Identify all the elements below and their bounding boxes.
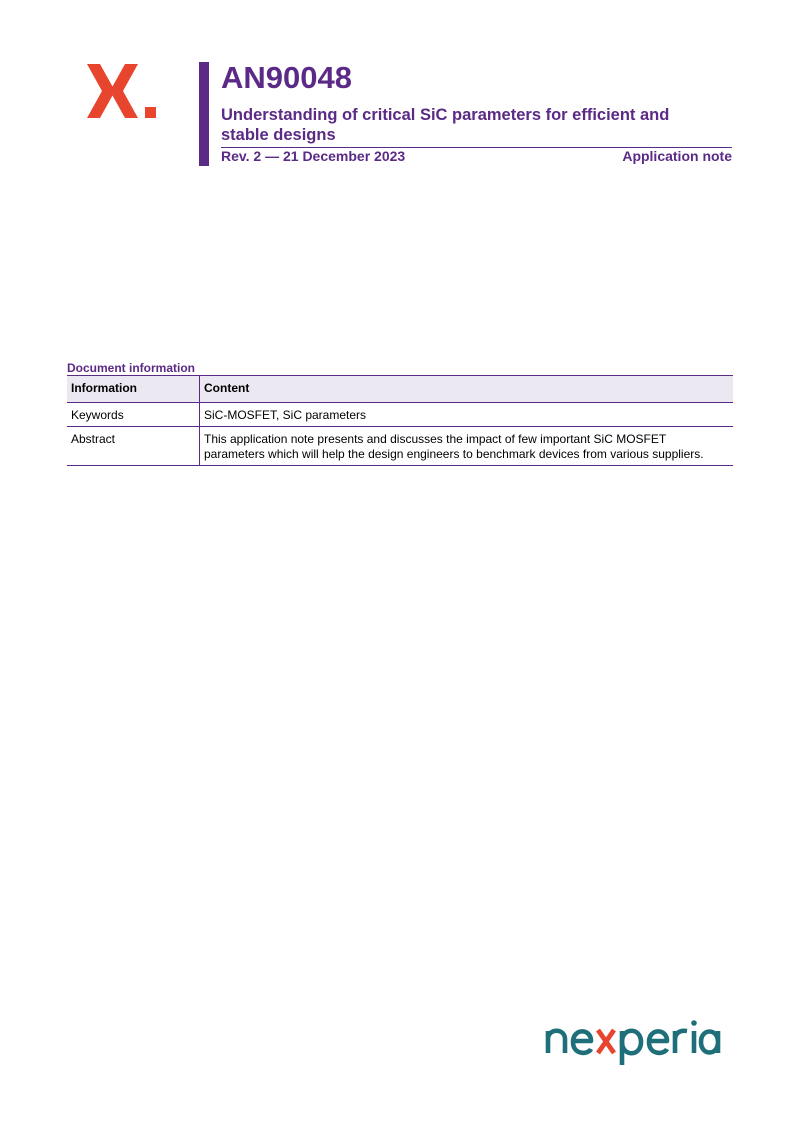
column-header-content: Content: [204, 381, 250, 395]
document-info-heading: Document information: [67, 361, 195, 375]
column-header-information: Information: [67, 376, 200, 403]
table-row: [67, 403, 733, 427]
row-label-abstract: Abstract: [67, 427, 200, 466]
revision-date: Rev. 2 — 21 December 2023: [221, 148, 406, 164]
table-header-row: [67, 376, 733, 403]
row-content-keywords: SiC-MOSFET, SiC parameters: [204, 408, 367, 422]
document-info-table: [67, 375, 733, 466]
document-id: AN90048: [221, 60, 352, 95]
document-type: Application note: [622, 148, 732, 164]
row-label-keywords: Keywords: [67, 403, 200, 427]
nexperia-wordmark-logo: [545, 1015, 735, 1070]
document-title: Understanding of critical SiC parameters for efficient and stable designs: [221, 106, 670, 144]
row-content-abstract: This application note presents and discusses the impact of few important SiC MOSFET parameters which will help the design engineers to benchmark devices from various suppliers.: [204, 432, 704, 461]
table-row: [67, 427, 733, 466]
nexperia-x-logo: [84, 62, 160, 120]
header-accent-bar: [199, 62, 209, 166]
